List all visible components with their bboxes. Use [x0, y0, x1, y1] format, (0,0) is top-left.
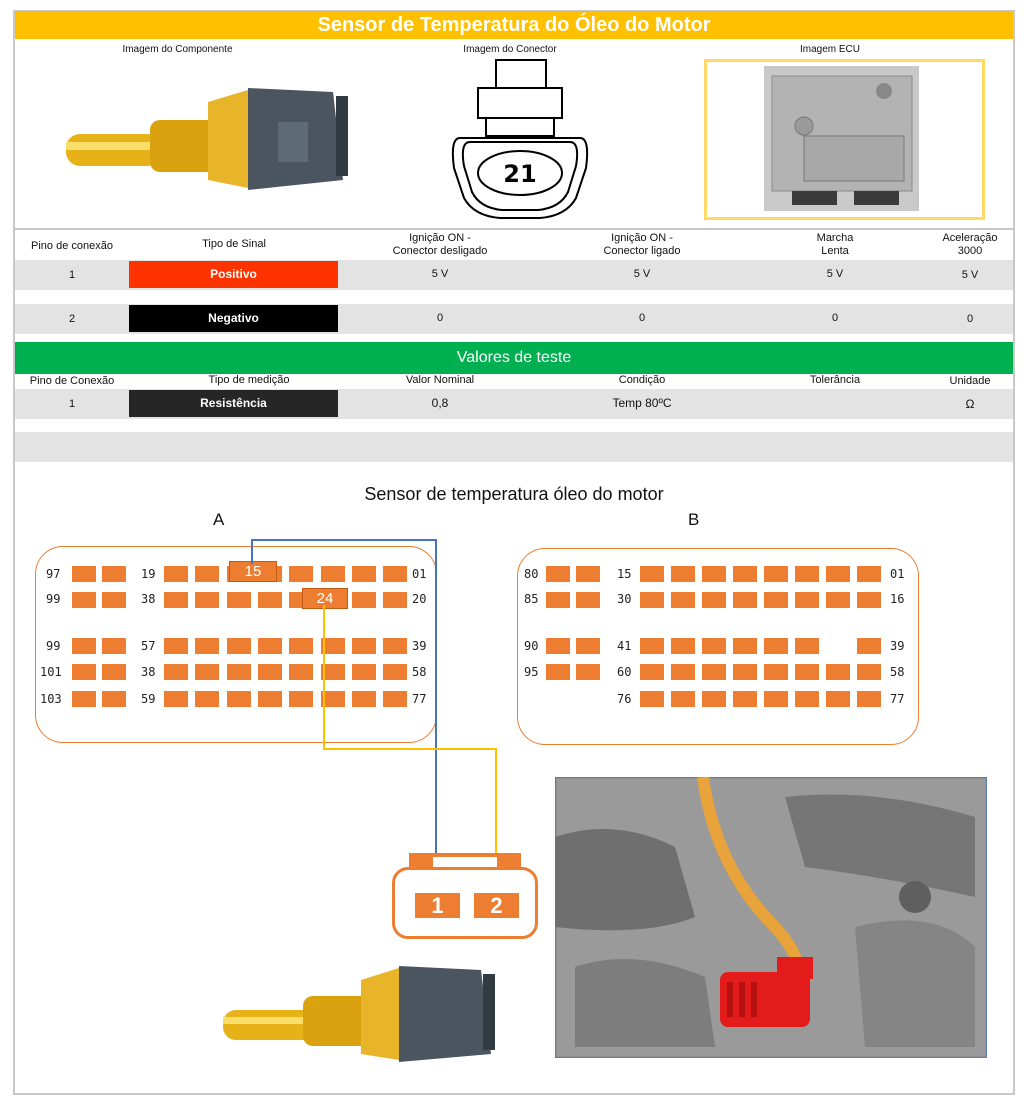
- header-idle: Marcha Lenta: [816, 232, 854, 257]
- pin-number: 80: [524, 567, 539, 581]
- connector-a-label: A: [213, 510, 225, 529]
- wire-pin1: [252, 540, 436, 905]
- measurement-type-badge: Resistência: [129, 390, 338, 417]
- test-header-condition: Condição: [618, 374, 666, 386]
- row-ign-off: 5 V: [431, 268, 449, 280]
- component-image-caption: Imagem do Componente: [122, 44, 233, 55]
- row-pin: 1: [68, 269, 76, 281]
- header-ign-off: Ignição ON - Conector desligado: [392, 232, 488, 257]
- test-header-pin: Pino de Conexão: [29, 375, 115, 387]
- pin-number: 41: [617, 639, 632, 653]
- pin-number: 16: [890, 592, 905, 606]
- pin-number: 85: [524, 592, 539, 606]
- page-title: Sensor de Temperatura do Óleo do Motor: [15, 11, 1013, 39]
- test-header-tolerance: Tolerância: [809, 374, 861, 386]
- pin-number: 38: [141, 592, 156, 606]
- pin-number: 38: [141, 665, 156, 679]
- row-idle: 0: [831, 312, 839, 324]
- pin-number: 30: [617, 592, 632, 606]
- signal-badge-negative: Negativo: [129, 305, 338, 332]
- test-values-title: Valores de teste: [15, 342, 1013, 374]
- pin-number: 97: [46, 567, 61, 581]
- row-ign-on: 0: [638, 312, 646, 324]
- test-row-unit: Ω: [965, 397, 975, 411]
- connector-pin-label: 21: [503, 160, 537, 188]
- pin-number: 39: [412, 639, 427, 653]
- pin-24-highlight: 24: [302, 588, 348, 609]
- header-ign-on: Ignição ON - Conector ligado: [603, 232, 681, 257]
- sensor-component-image-bottom: [215, 948, 500, 1070]
- ecu-image-caption: Imagem ECU: [799, 44, 860, 55]
- pin-number: 15: [617, 567, 632, 581]
- header-signal: Tipo de Sinal: [202, 238, 266, 250]
- pin-number: 99: [46, 639, 61, 653]
- pin-number: 19: [141, 567, 156, 581]
- pin-number: 90: [524, 639, 539, 653]
- pin-number: 101: [40, 665, 62, 679]
- pin-number: 59: [141, 692, 156, 706]
- pin-number: 39: [890, 639, 905, 653]
- sensor-pin-2: 2: [474, 893, 519, 918]
- pin-number: 60: [617, 665, 632, 679]
- header-accel: Aceleração 3000: [942, 232, 998, 257]
- header-pin: Pino de conexão: [31, 240, 113, 252]
- row-accel: 5 V: [961, 269, 979, 281]
- test-header-nominal: Valor Nominal: [405, 374, 475, 386]
- diagram-title: Sensor de temperatura óleo do motor: [364, 484, 664, 504]
- row-accel: 0: [966, 313, 974, 325]
- pin-number: 99: [46, 592, 61, 606]
- connector-image-caption: Imagem do Conector: [463, 44, 557, 55]
- sensor-pin-1: 1: [415, 893, 460, 918]
- pin-number: 20: [412, 592, 427, 606]
- pin-number: 77: [412, 692, 427, 706]
- test-row-pin: 1: [68, 398, 76, 410]
- pin-number: 77: [890, 692, 905, 706]
- row-pin: 2: [68, 313, 76, 325]
- pin-number: 95: [524, 665, 539, 679]
- pin-number: 58: [890, 665, 905, 679]
- pin-number: 01: [890, 567, 905, 581]
- pin-number: 103: [40, 692, 62, 706]
- pin-number: 58: [412, 665, 427, 679]
- engine-location-photo: [555, 777, 987, 1058]
- signal-badge-positive: Positivo: [129, 261, 338, 288]
- test-row-nominal: 0,8: [431, 396, 449, 410]
- pin-number: 01: [412, 567, 427, 581]
- pin-15-highlight: 15: [229, 561, 277, 582]
- pin-number: 76: [617, 692, 632, 706]
- row-ign-off: 0: [436, 312, 444, 324]
- test-header-unit: Unidade: [949, 375, 991, 387]
- test-row-condition: Temp 80ºC: [612, 396, 672, 410]
- connector-b-label: B: [688, 510, 700, 529]
- pin-number: 57: [141, 639, 156, 653]
- row-ign-on: 5 V: [633, 268, 651, 280]
- row-idle: 5 V: [826, 268, 844, 280]
- test-header-type: Tipo de medição: [208, 374, 290, 386]
